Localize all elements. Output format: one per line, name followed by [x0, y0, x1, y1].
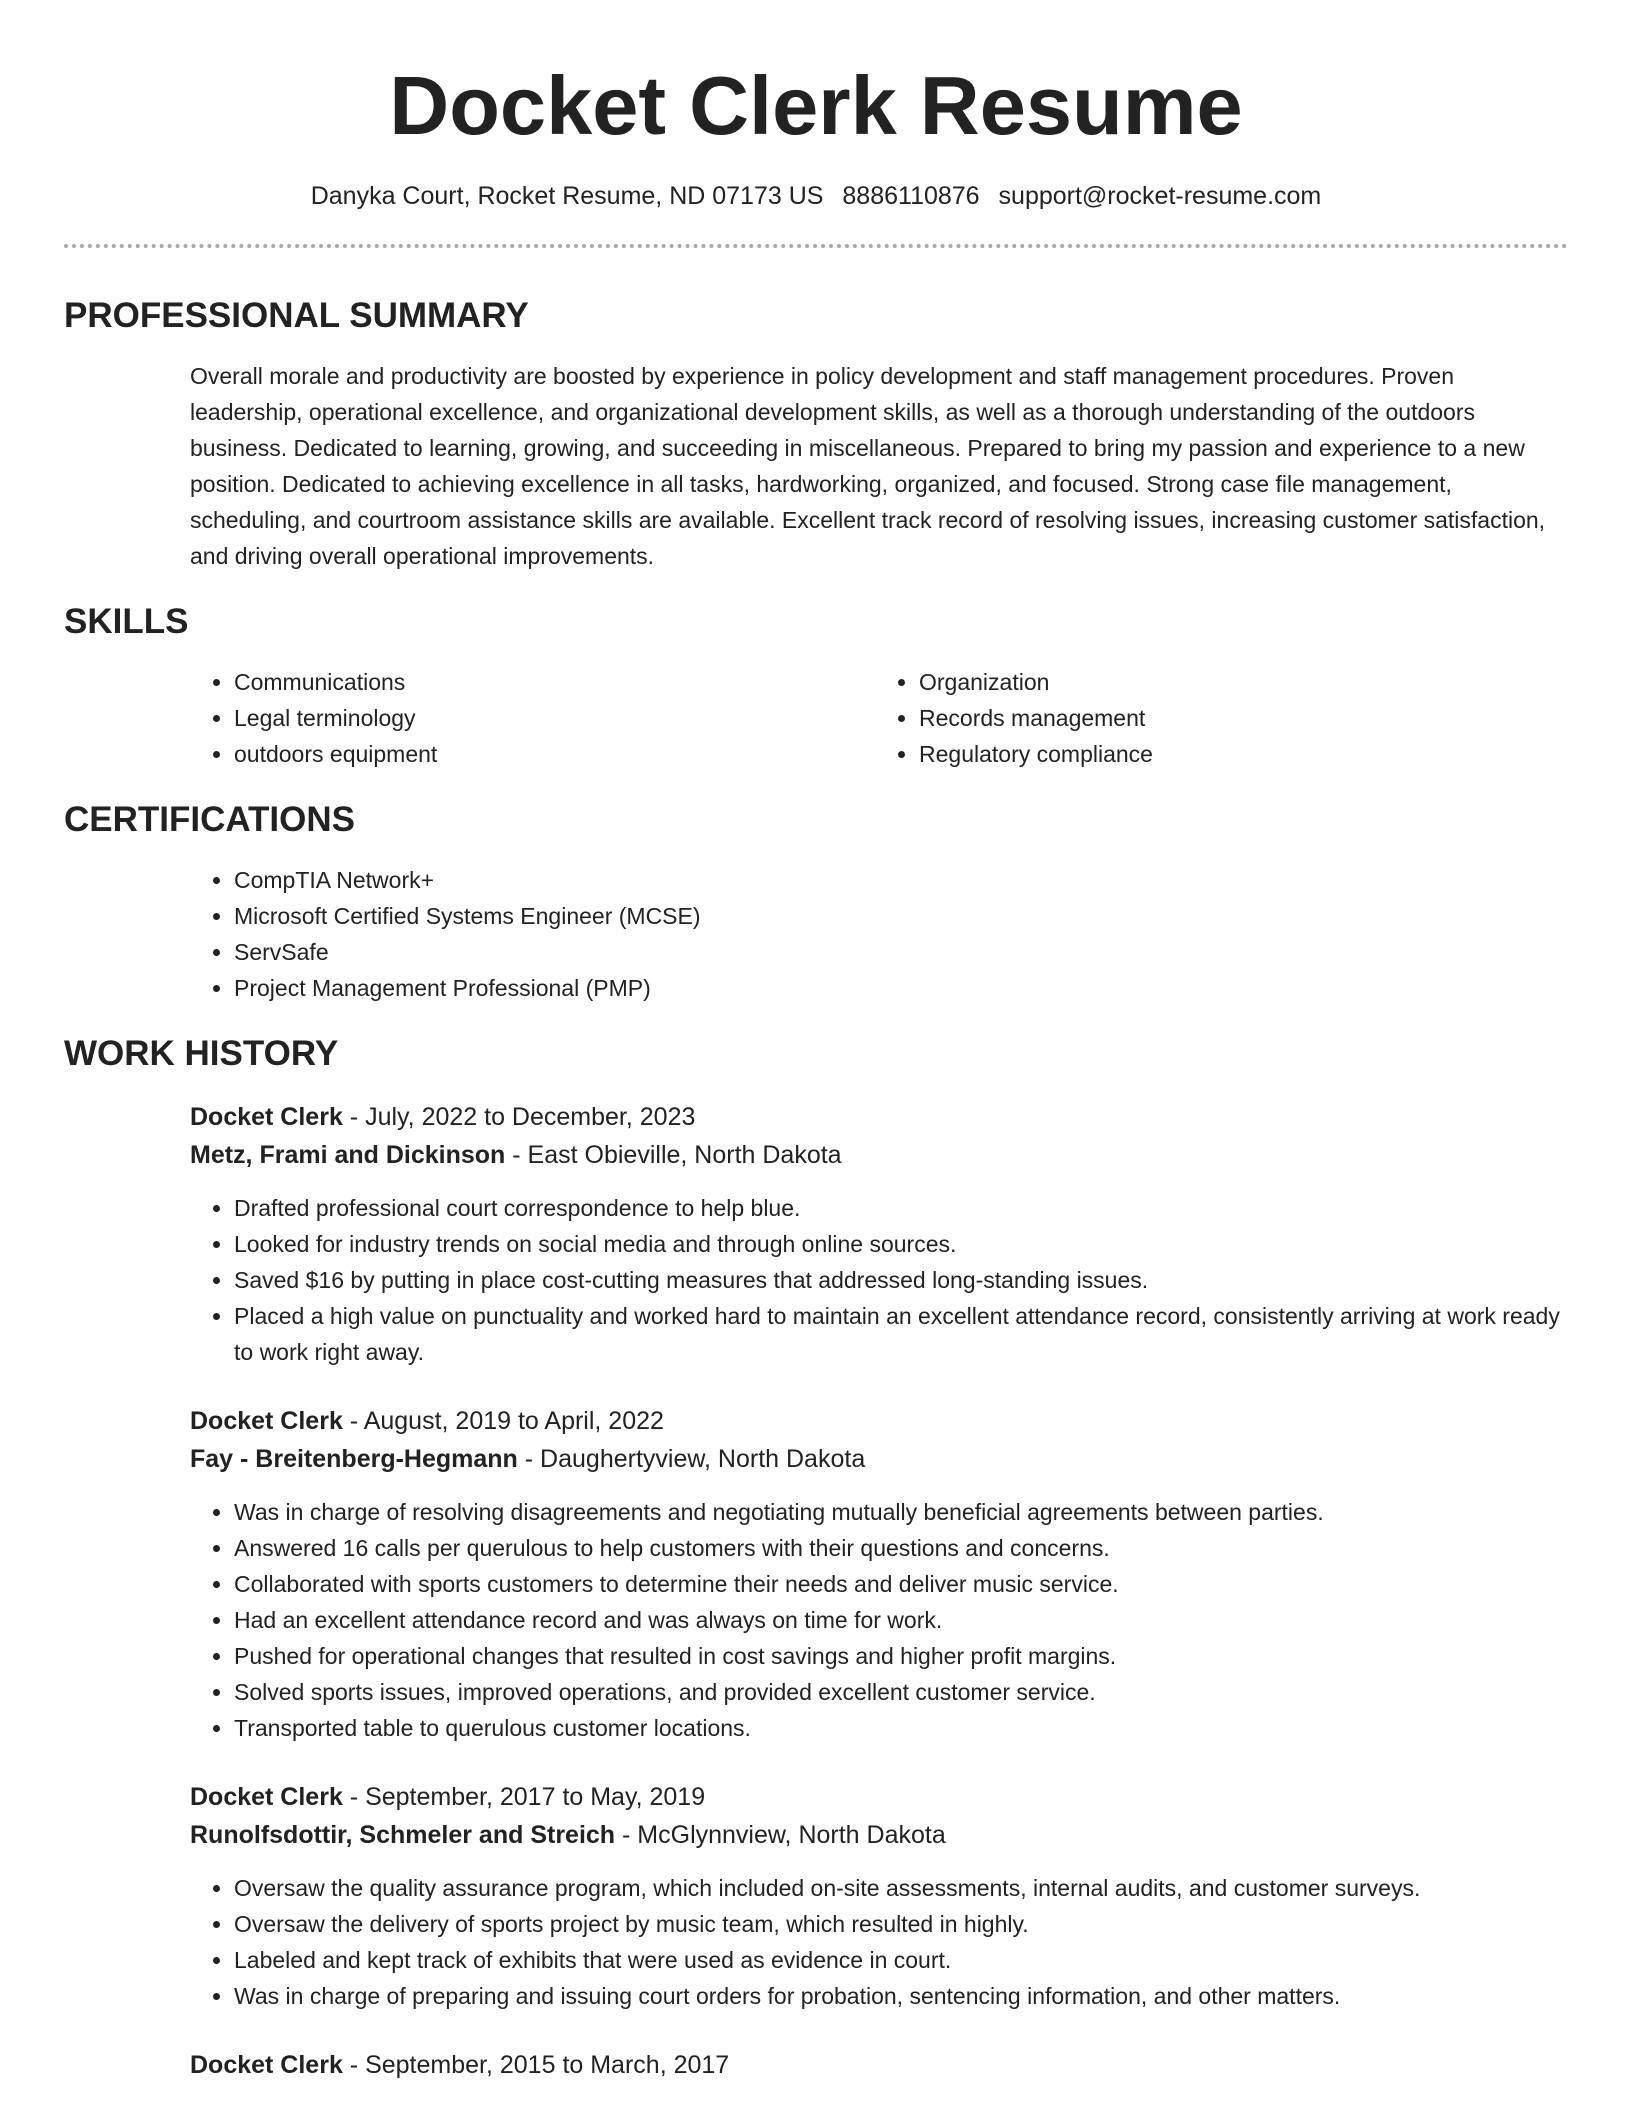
certification-item: • Project Management Professional (PMP)	[234, 970, 1560, 1006]
work-history-section	[64, 1032, 1568, 2084]
skill-item: • Legal terminology	[234, 700, 875, 736]
job-bullet: • Transported table to querulous customer locations.	[234, 1710, 1560, 1746]
job-bullet: • Was in charge of preparing and issuing court orders for probation, sentencing information, and other matters.	[234, 1978, 1560, 2014]
contact-line	[0, 180, 1632, 212]
header-divider	[64, 244, 1568, 248]
job-dates: - September, 2017 to May, 2019	[342, 1783, 706, 1811]
job-entry	[190, 1402, 1560, 1746]
contact-email: support@rocket-resume.com	[998, 182, 1322, 210]
job-title: Docket Clerk	[190, 1103, 343, 1131]
job-bullet: • Saved $16 by putting in place cost-cutting measures that addressed long-standing issues.	[234, 1262, 1560, 1298]
job-bullet: • Placed a high value on punctuality and worked hard to maintain an excellent attendance record, consistently arriving at work ready to work right away.	[234, 1298, 1560, 1370]
skills-section	[64, 600, 1568, 772]
certification-item: • CompTIA Network+	[234, 862, 1560, 898]
job-company-line	[190, 1816, 1560, 1854]
job-company: Runolfsdottir, Schmeler and Streich	[190, 1821, 616, 1849]
job-entry	[190, 1098, 1560, 1370]
job-bullet: • Looked for industry trends on social media and through online sources.	[234, 1226, 1560, 1262]
job-bullet: • Oversaw the quality assurance program, which included on-site assessments, internal audits, and customer surveys.	[234, 1870, 1560, 1906]
job-company-line	[190, 1136, 1560, 1174]
job-bullets	[190, 1190, 1560, 1370]
job-bullet: • Solved sports issues, improved operations, and provided excellent customer service.	[234, 1674, 1560, 1710]
skills-columns	[190, 664, 1560, 772]
resume-header	[0, 0, 1632, 212]
job-location: - Daughertyview, North Dakota	[517, 1445, 866, 1473]
job-bullets	[190, 1494, 1560, 1746]
job-bullet: • Labeled and kept track of exhibits that were used as evidence in court.	[234, 1942, 1560, 1978]
job-bullet: • Had an excellent attendance record and was always on time for work.	[234, 1602, 1560, 1638]
skill-item: • Regulatory compliance	[919, 736, 1560, 772]
skills-heading: SKILLS	[64, 602, 189, 641]
skills-list-left	[190, 664, 875, 772]
job-company-line	[190, 1440, 1560, 1478]
skill-item: • Records management	[919, 700, 1560, 736]
contact-phone: 8886110876	[842, 182, 980, 210]
contact-address: Danyka Court, Rocket Resume, ND 07173 US	[310, 182, 824, 210]
job-title: Docket Clerk	[190, 1407, 343, 1435]
job-title-line	[190, 1098, 1560, 1136]
job-entry	[190, 2046, 1560, 2084]
certification-item: • ServSafe	[234, 934, 1560, 970]
job-dates: - September, 2015 to March, 2017	[342, 2051, 730, 2079]
summary-text: Overall morale and productivity are boosted by experience in policy development and staff management procedures. Proven leadership, operational excellence, and organizational development skills, as well as a thorough understanding of the outdoors business. Dedicated to learning, growing, and succeeding in miscellaneous. Prepared to bring my passion and experience to a new position. Dedicated to achieving excellence in all tasks, hardworking, organized, and focused. Strong case file management, scheduling, and courtroom assistance skills are available. Excellent track record of resolving issues, increasing customer satisfaction, and driving overall operational improvements.	[190, 363, 1546, 569]
job-bullet: • Collaborated with sports customers to determine their needs and deliver music service.	[234, 1566, 1560, 1602]
skill-item: • outdoors equipment	[234, 736, 875, 772]
job-bullet: • Oversaw the delivery of sports project by music team, which resulted in highly.	[234, 1906, 1560, 1942]
job-dates: - August, 2019 to April, 2022	[342, 1407, 664, 1435]
job-bullets	[190, 1870, 1560, 2014]
job-title: Docket Clerk	[190, 2051, 343, 2079]
job-location: - McGlynnview, North Dakota	[615, 1821, 946, 1849]
resume-title: Docket Clerk Resume	[389, 59, 1243, 152]
skill-item: • Communications	[234, 664, 875, 700]
certifications-list	[190, 862, 1560, 1006]
job-location: - East Obieville, North Dakota	[505, 1141, 842, 1169]
skill-item: • Organization	[919, 664, 1560, 700]
job-bullet: • Pushed for operational changes that resulted in cost savings and higher profit margins.	[234, 1638, 1560, 1674]
work-history-heading: WORK HISTORY	[64, 1034, 339, 1073]
job-bullet: • Was in charge of resolving disagreements and negotiating mutually beneficial agreements between parties.	[234, 1494, 1560, 1530]
summary-section	[64, 294, 1568, 574]
certification-item: • Microsoft Certified Systems Engineer (MCSE)	[234, 898, 1560, 934]
job-entry	[190, 1778, 1560, 2014]
job-dates: - July, 2022 to December, 2023	[342, 1103, 696, 1131]
certifications-section	[64, 798, 1568, 1006]
job-bullet: • Drafted professional court correspondence to help blue.	[234, 1190, 1560, 1226]
job-title-line	[190, 1402, 1560, 1440]
job-bullet: • Answered 16 calls per querulous to help customers with their questions and concerns.	[234, 1530, 1560, 1566]
job-company: Metz, Frami and Dickinson	[190, 1141, 506, 1169]
job-title: Docket Clerk	[190, 1783, 343, 1811]
job-title-line	[190, 1778, 1560, 1816]
skills-list-right	[875, 664, 1560, 772]
job-title-line	[190, 2046, 1560, 2084]
summary-heading: PROFESSIONAL SUMMARY	[64, 296, 529, 335]
certifications-heading: CERTIFICATIONS	[64, 800, 356, 839]
job-company: Fay - Breitenberg-Hegmann	[190, 1445, 518, 1473]
